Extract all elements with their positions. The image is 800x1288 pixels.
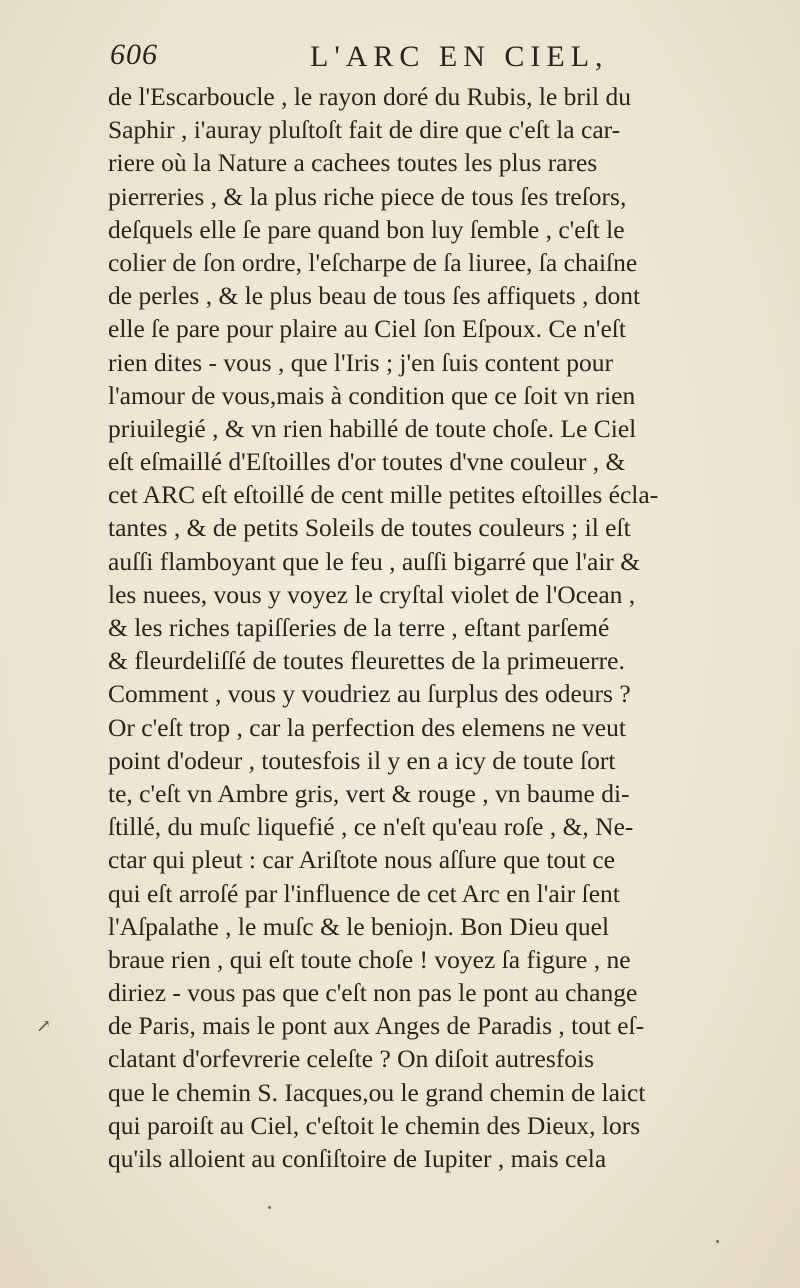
page-number: 606: [110, 38, 158, 71]
text-line: & fleurdeliſſé de toutes fleurettes de la primeuerre.: [108, 646, 625, 676]
text-line: de Paris, mais le pont aux Anges de Paradis , tout eſ-: [108, 1011, 645, 1041]
body-text: [108, 80, 798, 1175]
text-line: qui eſt arroſé par l'influence de cet Arc en l'air ſent: [108, 878, 620, 908]
text-line: point d'odeur , toutesfois il y en a icy de toute ſort: [108, 745, 616, 775]
text-line: de perles , & le plus beau de tous ſes affiquets , dont: [108, 281, 641, 311]
text-line: de l'Escarboucle , le rayon doré du Rubis, le bril du: [108, 82, 631, 111]
ink-speck-icon: [716, 1240, 719, 1243]
page-header: [110, 38, 630, 82]
text-line: Or c'eſt trop , car la perfection des elemens ne veut: [108, 712, 626, 742]
text-line: clatant d'orfevrerie celeſte ? On diſoit autresfois: [108, 1044, 595, 1074]
running-title: L'ARC EN CIEL,: [310, 40, 609, 73]
text-line: tantes , & de petits Soleils de toutes couleurs ; il eſt: [108, 513, 631, 543]
text-line: les nuees, vous y voyez le cryſtal violet de l'Ocean ,: [108, 579, 636, 609]
text-line: pierreries , & la plus riche piece de tous ſes treſors,: [108, 181, 627, 211]
text-line: te, c'eſt vn Ambre gris, vert & rouge , vn baume di-: [108, 778, 630, 808]
text-line: riere où la Nature a cachees toutes les plus rares: [108, 148, 598, 178]
text-line: colier de ſon ordre, l'eſcharpe de ſa liuree, ſa chaiſne: [108, 247, 638, 277]
text-line: l'Aſpalathe , le muſc & le beniojn. Bon Dieu quel: [108, 911, 610, 941]
text-line: diriez - vous pas que c'eſt non pas le pont au change: [108, 978, 638, 1008]
text-line: rien dites - vous , que l'Iris ; j'en ſuis content pour: [108, 347, 613, 377]
text-line: qu'ils alloient au conſiſtoire de Iupiter , mais cela: [108, 1144, 607, 1173]
text-line: eſt eſmaillé d'Eſtoilles d'or toutes d'vne couleur , &: [108, 447, 626, 477]
text-line: que le chemin S. Iacques,ou le grand chemin de laict: [108, 1077, 646, 1107]
text-line: l'amour de vous,mais à condition que ce ſoit vn rien: [108, 380, 636, 410]
text-line: & les riches tapiſſeries de la terre , eſtant parſemé: [108, 613, 610, 642]
ink-speck-icon: [268, 1206, 271, 1209]
text-line: braue rien , qui eſt toute choſe ! voyez ſa figure , ne: [108, 944, 631, 974]
margin-mark-icon: ↗: [36, 1016, 52, 1037]
text-line: qui paroiſt au Ciel, c'eſtoit le chemin des Dieux, lors: [108, 1110, 641, 1140]
text-line: ſtillé, du muſc liquefié , ce n'eſt qu'eau roſe , &, Ne-: [108, 812, 634, 842]
text-line: elle ſe pare pour plaire au Ciel ſon Eſpoux. Ce n'eſt: [108, 314, 626, 344]
text-line: deſquels elle ſe pare quand bon luy ſemble , c'eſt le: [108, 214, 625, 244]
text-line: Saphir , i'auray pluſtoſt fait de dire que c'eſt la car-: [108, 115, 621, 145]
text-line: cet ARC eſt eſtoillé de cent mille petites eſtoilles écla-: [108, 480, 659, 510]
text-line: auſſi flamboyant que le feu , auſſi bigarré que l'air &: [108, 546, 641, 576]
text-line: Comment , vous y voudriez au ſurplus des odeurs ?: [108, 679, 631, 709]
text-line: ctar qui pleut : car Ariſtote nous aſſure que tout ce: [108, 845, 615, 875]
text-line: priuilegié , & vn rien habillé de toute choſe. Le Ciel: [108, 413, 637, 443]
